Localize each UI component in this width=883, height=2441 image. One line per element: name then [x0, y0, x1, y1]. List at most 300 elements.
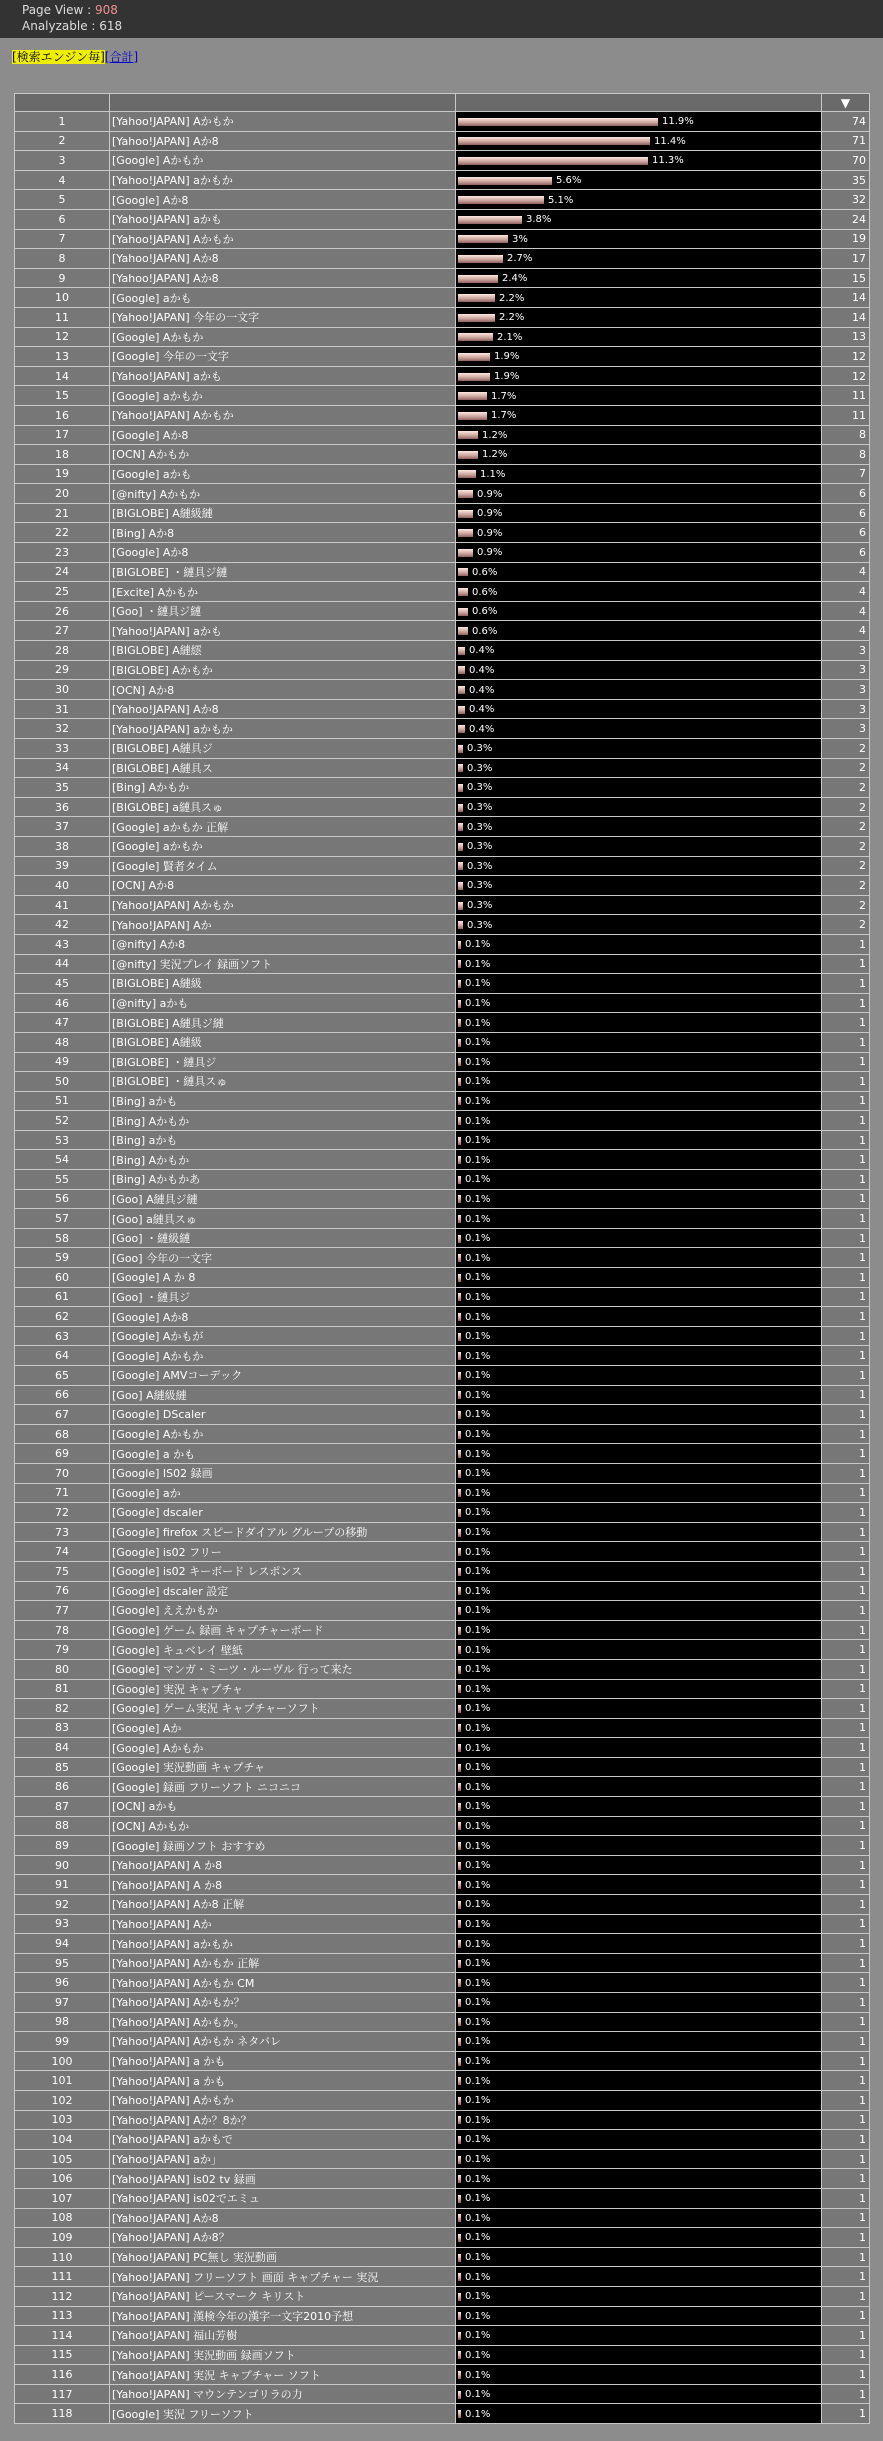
search-term-cell: [Google] dscaler 設定 — [110, 1581, 456, 1601]
share-bar — [458, 490, 473, 498]
search-term-cell: [Yahoo!JAPAN] aかもか — [110, 170, 456, 190]
rank-cell: 25 — [15, 582, 110, 602]
count-cell: 6 — [822, 543, 870, 563]
share-percent: 0.3% — [467, 743, 493, 755]
rank-cell: 74 — [15, 1542, 110, 1562]
share-percent: 0.1% — [465, 1233, 491, 1245]
search-term-cell: [Bing] Aかもか — [110, 1111, 456, 1131]
rank-cell: 84 — [15, 1738, 110, 1758]
search-term-cell: [@nifty] aかも — [110, 993, 456, 1013]
share-percent: 0.1% — [465, 1899, 491, 1911]
count-cell: 6 — [822, 484, 870, 504]
share-bar-cell — [456, 1659, 822, 1679]
rank-cell: 88 — [15, 1816, 110, 1836]
share-percent: 2.2% — [499, 312, 525, 324]
table-row — [15, 836, 870, 856]
search-term-cell: [Google] aかもか — [110, 836, 456, 856]
table-row — [15, 876, 870, 896]
share-percent: 0.1% — [465, 2193, 491, 2205]
share-bar-cell — [456, 425, 822, 445]
search-term-cell: [Yahoo!JAPAN] aかもで — [110, 2130, 456, 2150]
share-percent: 0.1% — [465, 1664, 491, 1676]
share-bar — [458, 784, 463, 792]
rank-cell: 35 — [15, 778, 110, 798]
table-body — [15, 112, 870, 2424]
table-row — [15, 2286, 870, 2306]
rank-cell: 118 — [15, 2404, 110, 2424]
share-bar — [458, 1920, 461, 1928]
count-cell: 3 — [822, 641, 870, 661]
table-row — [15, 268, 870, 288]
table-row — [15, 1228, 870, 1248]
share-bar — [458, 294, 495, 302]
rank-cell: 54 — [15, 1150, 110, 1170]
share-percent: 0.1% — [465, 1311, 491, 1323]
rank-cell: 87 — [15, 1797, 110, 1817]
table-row — [15, 1209, 870, 1229]
table-row — [15, 327, 870, 347]
rank-cell: 92 — [15, 1895, 110, 1915]
share-bar — [458, 1097, 461, 1105]
share-bar — [458, 843, 463, 851]
table-row — [15, 739, 870, 759]
share-percent: 0.3% — [467, 900, 493, 912]
count-cell: 1 — [822, 1601, 870, 1621]
table-row — [15, 445, 870, 465]
share-bar-cell — [456, 1032, 822, 1052]
search-term-cell: [Google] DScaler — [110, 1405, 456, 1425]
table-row — [15, 1777, 870, 1797]
share-bar — [458, 549, 473, 557]
search-term-cell: [Google] Aか8 — [110, 1307, 456, 1327]
count-cell: 1 — [822, 1718, 870, 1738]
rank-cell: 51 — [15, 1091, 110, 1111]
count-cell: 1 — [822, 2326, 870, 2346]
share-bar-cell — [456, 1797, 822, 1817]
table-row — [15, 1875, 870, 1895]
share-percent: 0.1% — [465, 1781, 491, 1793]
search-term-cell: [OCN] Aかもか — [110, 1816, 456, 1836]
rank-cell: 37 — [15, 817, 110, 837]
share-percent: 0.1% — [465, 2389, 491, 2401]
rank-cell: 106 — [15, 2169, 110, 2189]
share-bar-cell — [456, 2032, 822, 2052]
table-row — [15, 1914, 870, 1934]
table-row — [15, 1895, 870, 1915]
share-percent: 0.1% — [465, 2095, 491, 2107]
share-bar — [458, 157, 648, 165]
count-cell: 1 — [822, 1679, 870, 1699]
share-percent: 0.1% — [465, 2369, 491, 2381]
count-cell: 1 — [822, 2012, 870, 2032]
share-bar — [458, 196, 544, 204]
count-cell: 1 — [822, 1385, 870, 1405]
search-term-cell: [OCN] Aか8 — [110, 876, 456, 896]
share-bar-cell — [456, 1993, 822, 2013]
share-bar — [458, 1822, 461, 1830]
share-bar — [458, 1372, 461, 1380]
stats-header — [0, 0, 883, 38]
share-bar-cell — [456, 954, 822, 974]
rank-cell: 77 — [15, 1601, 110, 1621]
share-bar — [458, 1391, 461, 1399]
share-percent: 0.1% — [465, 1938, 491, 1950]
table-row — [15, 699, 870, 719]
share-percent: 1.7% — [491, 410, 517, 422]
rank-cell: 96 — [15, 1973, 110, 1993]
rank-cell: 67 — [15, 1405, 110, 1425]
search-term-cell: [Yahoo!JAPAN] 実況 キャプチャー ソフト — [110, 2365, 456, 2385]
search-term-cell: [@nifty] Aか8 — [110, 934, 456, 954]
count-cell: 1 — [822, 1228, 870, 1248]
share-percent: 0.1% — [465, 1272, 491, 1284]
rank-cell: 57 — [15, 1209, 110, 1229]
share-percent: 0.1% — [465, 1095, 491, 1107]
share-bar-cell — [456, 660, 822, 680]
share-percent: 0.1% — [465, 1703, 491, 1715]
share-bar-cell — [456, 386, 822, 406]
share-percent: 0.6% — [472, 586, 498, 598]
share-percent: 0.9% — [477, 527, 503, 539]
count-cell: 1 — [822, 2208, 870, 2228]
share-percent: 0.1% — [465, 1585, 491, 1597]
share-bar-cell — [456, 739, 822, 759]
search-term-cell: [BIGLOBE] A縺級縺 — [110, 503, 456, 523]
table-row — [15, 2032, 870, 2052]
count-cell: 1 — [822, 993, 870, 1013]
count-cell: 14 — [822, 288, 870, 308]
search-term-cell: [@nifty] 実況プレイ 録画ソフト — [110, 954, 456, 974]
table-row — [15, 1189, 870, 1209]
share-bar — [458, 666, 465, 674]
share-bar-cell — [456, 1091, 822, 1111]
share-bar — [458, 1979, 461, 1987]
count-cell: 3 — [822, 680, 870, 700]
table-row — [15, 1091, 870, 1111]
search-term-cell: [BIGLOBE] ・縺具スゅ — [110, 1072, 456, 1092]
share-bar-cell — [456, 1777, 822, 1797]
share-bar — [458, 314, 495, 322]
share-bar — [458, 216, 522, 224]
share-percent: 1.7% — [491, 390, 517, 402]
table-row — [15, 2404, 870, 2424]
share-bar-cell — [456, 719, 822, 739]
rank-cell: 62 — [15, 1307, 110, 1327]
search-term-cell: [Goo] ・縺級縺 — [110, 1228, 456, 1248]
share-percent: 0.1% — [465, 1722, 491, 1734]
share-bar-cell — [456, 190, 822, 210]
count-cell: 17 — [822, 249, 870, 269]
share-percent: 2.7% — [507, 253, 533, 265]
rank-cell: 112 — [15, 2286, 110, 2306]
share-bar-cell — [456, 699, 822, 719]
table-header — [15, 94, 870, 112]
share-bar — [458, 1999, 461, 2007]
search-term-cell: [Yahoo!JAPAN] Aか8 — [110, 131, 456, 151]
search-term-cell: [Yahoo!JAPAN] Aか8 — [110, 268, 456, 288]
table-row — [15, 2169, 870, 2189]
share-percent: 0.3% — [467, 880, 493, 892]
rank-cell: 95 — [15, 1953, 110, 1973]
rank-cell: 43 — [15, 934, 110, 954]
search-term-cell: [Google] dscaler — [110, 1503, 456, 1523]
count-cell: 1 — [822, 1052, 870, 1072]
count-cell: 1 — [822, 1287, 870, 1307]
share-bar-cell — [456, 1699, 822, 1719]
rank-cell: 75 — [15, 1561, 110, 1581]
share-bar — [458, 1744, 461, 1752]
table-row — [15, 1150, 870, 1170]
share-percent: 0.1% — [465, 1879, 491, 1891]
rank-cell: 26 — [15, 601, 110, 621]
rank-cell: 107 — [15, 2188, 110, 2208]
share-bar-cell — [456, 562, 822, 582]
rank-cell: 1 — [15, 112, 110, 132]
count-cell: 1 — [822, 1444, 870, 1464]
table-row — [15, 1718, 870, 1738]
share-percent: 0.1% — [465, 1154, 491, 1166]
table-row — [15, 2130, 870, 2150]
share-percent: 0.9% — [477, 488, 503, 500]
share-bar — [458, 1587, 461, 1595]
share-percent: 1.1% — [480, 468, 506, 480]
table-row — [15, 1738, 870, 1758]
rank-cell: 98 — [15, 2012, 110, 2032]
share-bar — [458, 627, 468, 635]
share-bar-cell — [456, 1385, 822, 1405]
search-term-cell: [Google] Aかもか — [110, 1346, 456, 1366]
nav-total-link[interactable]: [合計] — [104, 50, 139, 64]
share-percent: 0.4% — [469, 723, 495, 735]
share-bar — [458, 1724, 461, 1732]
table-row — [15, 2208, 870, 2228]
share-bar — [458, 725, 465, 733]
search-term-cell: [@nifty] Aかもか — [110, 484, 456, 504]
count-cell: 1 — [822, 1581, 870, 1601]
share-bar-cell — [456, 1855, 822, 1875]
share-bar-cell — [456, 1463, 822, 1483]
share-bar-cell — [456, 1679, 822, 1699]
count-cell: 1 — [822, 1346, 870, 1366]
share-percent: 0.3% — [467, 762, 493, 774]
table-row — [15, 993, 870, 1013]
share-bar — [458, 235, 508, 243]
search-term-cell: [Yahoo!JAPAN] PC無し 実況動画 — [110, 2247, 456, 2267]
rank-cell: 68 — [15, 1424, 110, 1444]
share-bar — [458, 1176, 461, 1184]
share-bar — [458, 2273, 461, 2281]
share-percent: 11.3% — [652, 155, 684, 167]
table-row — [15, 1424, 870, 1444]
share-percent: 0.1% — [465, 1644, 491, 1656]
rank-cell: 29 — [15, 660, 110, 680]
share-bar — [458, 1548, 461, 1556]
share-bar-cell — [456, 347, 822, 367]
share-percent: 0.3% — [467, 821, 493, 833]
search-term-cell: [Google] AMVコーデック — [110, 1366, 456, 1386]
search-term-cell: [Bing] Aか8 — [110, 523, 456, 543]
rank-cell: 93 — [15, 1914, 110, 1934]
share-percent: 11.4% — [654, 135, 686, 147]
share-bar-cell — [456, 503, 822, 523]
search-term-cell: [Google] Aかもか — [110, 1424, 456, 1444]
count-cell: 1 — [822, 1150, 870, 1170]
rank-cell: 36 — [15, 797, 110, 817]
share-bar — [458, 960, 461, 968]
share-percent: 0.1% — [465, 1331, 491, 1343]
share-percent: 0.1% — [465, 978, 491, 990]
share-percent: 0.1% — [465, 1977, 491, 1989]
header-term — [110, 94, 456, 112]
table-row — [15, 1953, 870, 1973]
share-bar — [458, 1685, 461, 1693]
table-row — [15, 1463, 870, 1483]
share-bar-cell — [456, 621, 822, 641]
table-row — [15, 1522, 870, 1542]
share-bar — [458, 608, 468, 616]
share-bar — [458, 706, 465, 714]
search-term-cell: [Google] Aかもか — [110, 151, 456, 171]
search-term-cell: [Google] 実況 フリーソフト — [110, 2404, 456, 2424]
rank-cell: 21 — [15, 503, 110, 523]
share-percent: 0.1% — [465, 2134, 491, 2146]
share-percent: 11.9% — [662, 116, 694, 128]
count-cell: 3 — [822, 660, 870, 680]
rank-cell: 50 — [15, 1072, 110, 1092]
search-term-cell: [Google] 賢者タイム — [110, 856, 456, 876]
search-term-cell: [OCN] Aかもか — [110, 445, 456, 465]
share-bar-cell — [456, 1581, 822, 1601]
search-term-cell: [Google] firefox スピードダイアル グループの移動 — [110, 1522, 456, 1542]
table-row — [15, 1052, 870, 1072]
share-bar — [458, 1529, 461, 1537]
count-cell: 1 — [822, 1738, 870, 1758]
table-row — [15, 1581, 870, 1601]
table-row — [15, 1601, 870, 1621]
share-percent: 0.1% — [465, 2408, 491, 2420]
table-row — [15, 2247, 870, 2267]
rank-cell: 18 — [15, 445, 110, 465]
share-bar-cell — [456, 1228, 822, 1248]
header-count[interactable] — [822, 94, 870, 112]
table-row — [15, 2384, 870, 2404]
share-bar — [458, 1058, 461, 1066]
share-bar — [458, 255, 503, 263]
table-row — [15, 1013, 870, 1033]
search-term-cell: [Yahoo!JAPAN] aかも — [110, 209, 456, 229]
table-row — [15, 2051, 870, 2071]
count-cell: 1 — [822, 1816, 870, 1836]
rank-cell: 101 — [15, 2071, 110, 2091]
share-bar-cell — [456, 1307, 822, 1327]
share-bar — [458, 2195, 461, 2203]
share-bar-cell — [456, 797, 822, 817]
count-cell: 1 — [822, 1013, 870, 1033]
search-term-cell: [Yahoo!JAPAN] 実況動画 録画ソフト — [110, 2345, 456, 2365]
search-term-cell: [Google] Aか8 — [110, 425, 456, 445]
share-bar-cell — [456, 1424, 822, 1444]
count-cell: 1 — [822, 2071, 870, 2091]
share-bar — [458, 1666, 461, 1674]
share-percent: 0.1% — [465, 1742, 491, 1754]
sort-icon[interactable]: ▼ — [840, 95, 851, 110]
table-row — [15, 582, 870, 602]
table-row — [15, 1346, 870, 1366]
share-percent: 0.1% — [465, 1625, 491, 1637]
share-percent: 0.1% — [465, 1997, 491, 2009]
table-row — [15, 288, 870, 308]
rank-cell: 41 — [15, 895, 110, 915]
rank-cell: 61 — [15, 1287, 110, 1307]
share-percent: 0.1% — [465, 2154, 491, 2166]
table-row — [15, 1405, 870, 1425]
table-row — [15, 1620, 870, 1640]
search-term-cell: [Google] ええかもか — [110, 1601, 456, 1621]
rank-cell: 94 — [15, 1934, 110, 1954]
search-term-cell: [Google] マンガ・ミーツ・ルーヴル 行って来た — [110, 1659, 456, 1679]
search-term-cell: [Yahoo!JAPAN] Aかもか — [110, 112, 456, 132]
share-bar-cell — [456, 229, 822, 249]
table-row — [15, 1483, 870, 1503]
search-term-cell: [Google] is02 フリー — [110, 1542, 456, 1562]
rank-cell: 30 — [15, 680, 110, 700]
share-percent: 0.9% — [477, 508, 503, 520]
share-bar-cell — [456, 1757, 822, 1777]
search-term-cell: [Goo] ・縺具ジ — [110, 1287, 456, 1307]
search-term-cell: [Yahoo!JAPAN] Aかもか — [110, 2090, 456, 2110]
page-view-value: 908 — [95, 3, 118, 17]
share-bar-cell — [456, 1170, 822, 1190]
search-term-cell: [Yahoo!JAPAN] aかも — [110, 366, 456, 386]
rank-cell: 59 — [15, 1248, 110, 1268]
share-bar — [458, 1156, 461, 1164]
count-cell: 1 — [822, 2169, 870, 2189]
rank-cell: 10 — [15, 288, 110, 308]
rank-cell: 66 — [15, 1385, 110, 1405]
search-term-cell: [Yahoo!JAPAN] マウンテンゴリラの力 — [110, 2384, 456, 2404]
share-bar-cell — [456, 1268, 822, 1288]
rank-cell: 46 — [15, 993, 110, 1013]
share-percent: 0.3% — [467, 802, 493, 814]
share-bar — [458, 1313, 461, 1321]
share-percent: 0.1% — [465, 1507, 491, 1519]
share-bar — [458, 1137, 461, 1145]
share-bar — [458, 2018, 461, 2026]
count-cell: 2 — [822, 797, 870, 817]
share-bar-cell — [456, 1503, 822, 1523]
share-percent: 0.1% — [465, 1135, 491, 1147]
table-row — [15, 719, 870, 739]
count-cell: 1 — [822, 1659, 870, 1679]
rank-cell: 4 — [15, 170, 110, 190]
rank-cell: 113 — [15, 2306, 110, 2326]
share-bar-cell — [456, 1150, 822, 1170]
search-term-cell: [Google] Aかもか — [110, 1738, 456, 1758]
count-cell: 4 — [822, 601, 870, 621]
share-bar-cell — [456, 934, 822, 954]
table-row — [15, 934, 870, 954]
share-percent: 0.3% — [467, 860, 493, 872]
share-bar-cell — [456, 2286, 822, 2306]
search-term-cell: [Goo] ・縺具ジ縺 — [110, 601, 456, 621]
share-bar-cell — [456, 915, 822, 935]
share-bar — [458, 1117, 461, 1125]
table-row — [15, 484, 870, 504]
table-row — [15, 366, 870, 386]
share-bar-cell — [456, 817, 822, 837]
share-bar — [458, 529, 473, 537]
header-bar — [456, 94, 822, 112]
